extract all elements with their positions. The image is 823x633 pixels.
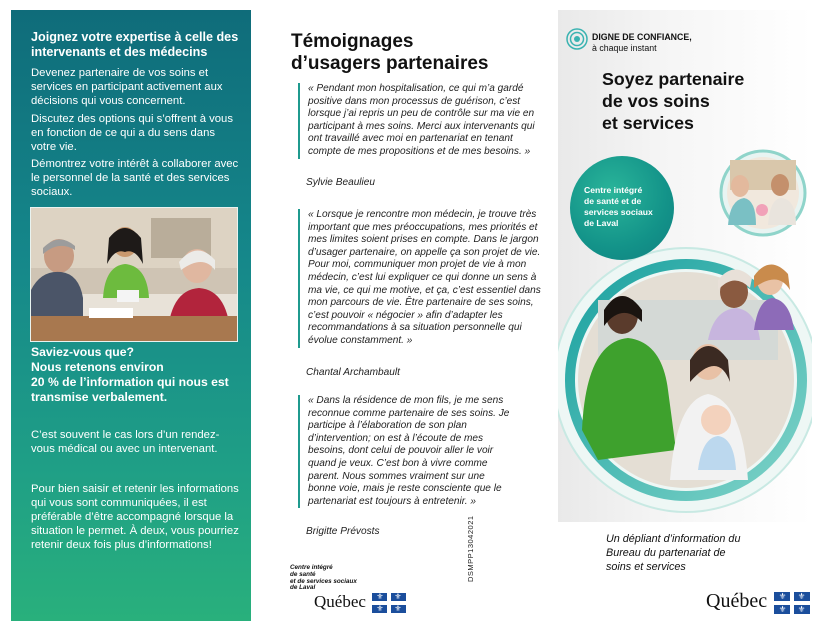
right-panel (558, 10, 812, 621)
testimonial-author-3: Brigitte Prévosts (306, 526, 380, 537)
testimonial-quote-3 (298, 395, 512, 508)
testimonial-text-2: « Lorsque je rencontre mon médecin, je trouve très important que mes préoccupations, mes priorités et mes limites soient prises en compte. Dans le jargon d’usager partenaire, on appelle ça son projet de vie. Pour moi, communiquer mon projet de vie à mon médecin, c’est lui expliquer ce qui donne un sens à ma vie, ce qui me motive, et ça, c’est essentiel dans mon parcours de vie. Être partenaire de ses soins, c’est pouvoir « négocier » afin d’adapter les recommandations à sa situation personnelle qui évolue constamment. » (308, 209, 541, 346)
slogan-line-1: DIGNE DE CONFIANCE, (592, 32, 692, 42)
concentric-circles-icon (566, 28, 588, 50)
cover-title-line-2: de vos soins (602, 91, 710, 111)
saviez-line-2: Nous retenons environ (31, 360, 164, 374)
quebec-flag-icon-large: ⚜ ⚜ ⚜ ⚜ (774, 592, 810, 614)
consultation-photo (30, 207, 238, 342)
quebec-wordmark-small: Québec (314, 592, 366, 611)
testimonials-title-line-2: d’usagers partenaires (291, 53, 489, 74)
testimonial-quote-2 (298, 209, 542, 348)
slogan-line-2: à chaque instant (592, 43, 657, 53)
slogan (592, 32, 692, 54)
left-heading: Joignez votre expertise à celle des intervenants et des médecins (31, 30, 239, 59)
cissl-logo (288, 565, 418, 613)
cissl-badge-text: Centre intégré de santé et de services sociaux de Laval (584, 185, 653, 228)
left-paragraph-rendez-vous: C’est souvent le cas lors d’un rendez-vous médical ou avec un intervenant. (31, 429, 220, 455)
testimonial-quote-1 (298, 83, 542, 159)
left-paragraph-accompagne: Pour bien saisir et retenir les informations qui vous sont communiquées, il est préférable d’être accompagné lorsque la situation le permet. À deux, vous pourriez retenir deux fois plus d’informations! (31, 483, 239, 551)
testimonial-author-1: Sylvie Beaulieu (306, 177, 376, 188)
saviez-line-3: 20 % de l’information qui nous est (31, 375, 229, 389)
testimonial-author-2: Chantal Archambault (306, 367, 400, 378)
quebec-wordmark: Québec (706, 590, 768, 612)
testimonial-text-1: « Pendant mon hospitalisation, ce qui m’a gardé positive dans mon processus de guérison, c’est lorsque j’ai repris un peu de contrôle sur ma vie en participant à mes soins. Merci aux intervenants qui ont travaillé avec moi en partenariat en tenant compte de mes propositions et de mes besoins. » (308, 83, 535, 157)
left-panel (11, 10, 251, 621)
cissl-logo-text: Centre intégré de santé et de services sociaux de Laval (290, 564, 357, 592)
testimonial-text-3: « Dans la résidence de mon fils, je me sens reconnue comme partenaire de ses soins. Je participe à l’élaboration de son plan d’intervention; on est à l’écoute de mes besoins, dont celui de pouvoir aller le voir quand je veux. C’est bon à vivre comme parent. Nous sommes vraiment sur une bonne voie, mais je reste consciente que le partenariat est toujours à entretenir. » (308, 395, 510, 507)
cover-title-line-1: Soyez partenaire (602, 69, 745, 89)
cover-title-line-3: et services (602, 113, 694, 133)
saviez-line-1: Saviez-vous que? (31, 345, 134, 359)
left-paragraph-collaborer: Démontrez votre intérêt à collaborer avec le personnel de la santé et des services sociaux. (31, 158, 239, 198)
left-paragraph-partenaire: Devenez partenaire de vos soins et services en participant activement aux décisions qui vous concernent. (31, 67, 223, 107)
document-code: DSMPP13042021 (466, 515, 475, 582)
cover-title (602, 68, 802, 134)
left-paragraph-options: Discutez des options qui s’offrent à vous en fonction de ce qui a du sens dans votre vie. (31, 113, 233, 153)
brochure-description: Un dépliant d’information du Bureau du partenariat de soins et services (606, 533, 741, 573)
testimonials-title (291, 31, 521, 75)
saviez-line-4: transmise verbalement. (31, 390, 168, 404)
testimonials-title-line-1: Témoignages (291, 31, 414, 52)
saviez-vous-que-block (31, 345, 245, 405)
quebec-flag-icon: ⚜ ⚜ ⚜ ⚜ (372, 593, 406, 613)
cissl-badge (570, 156, 674, 260)
